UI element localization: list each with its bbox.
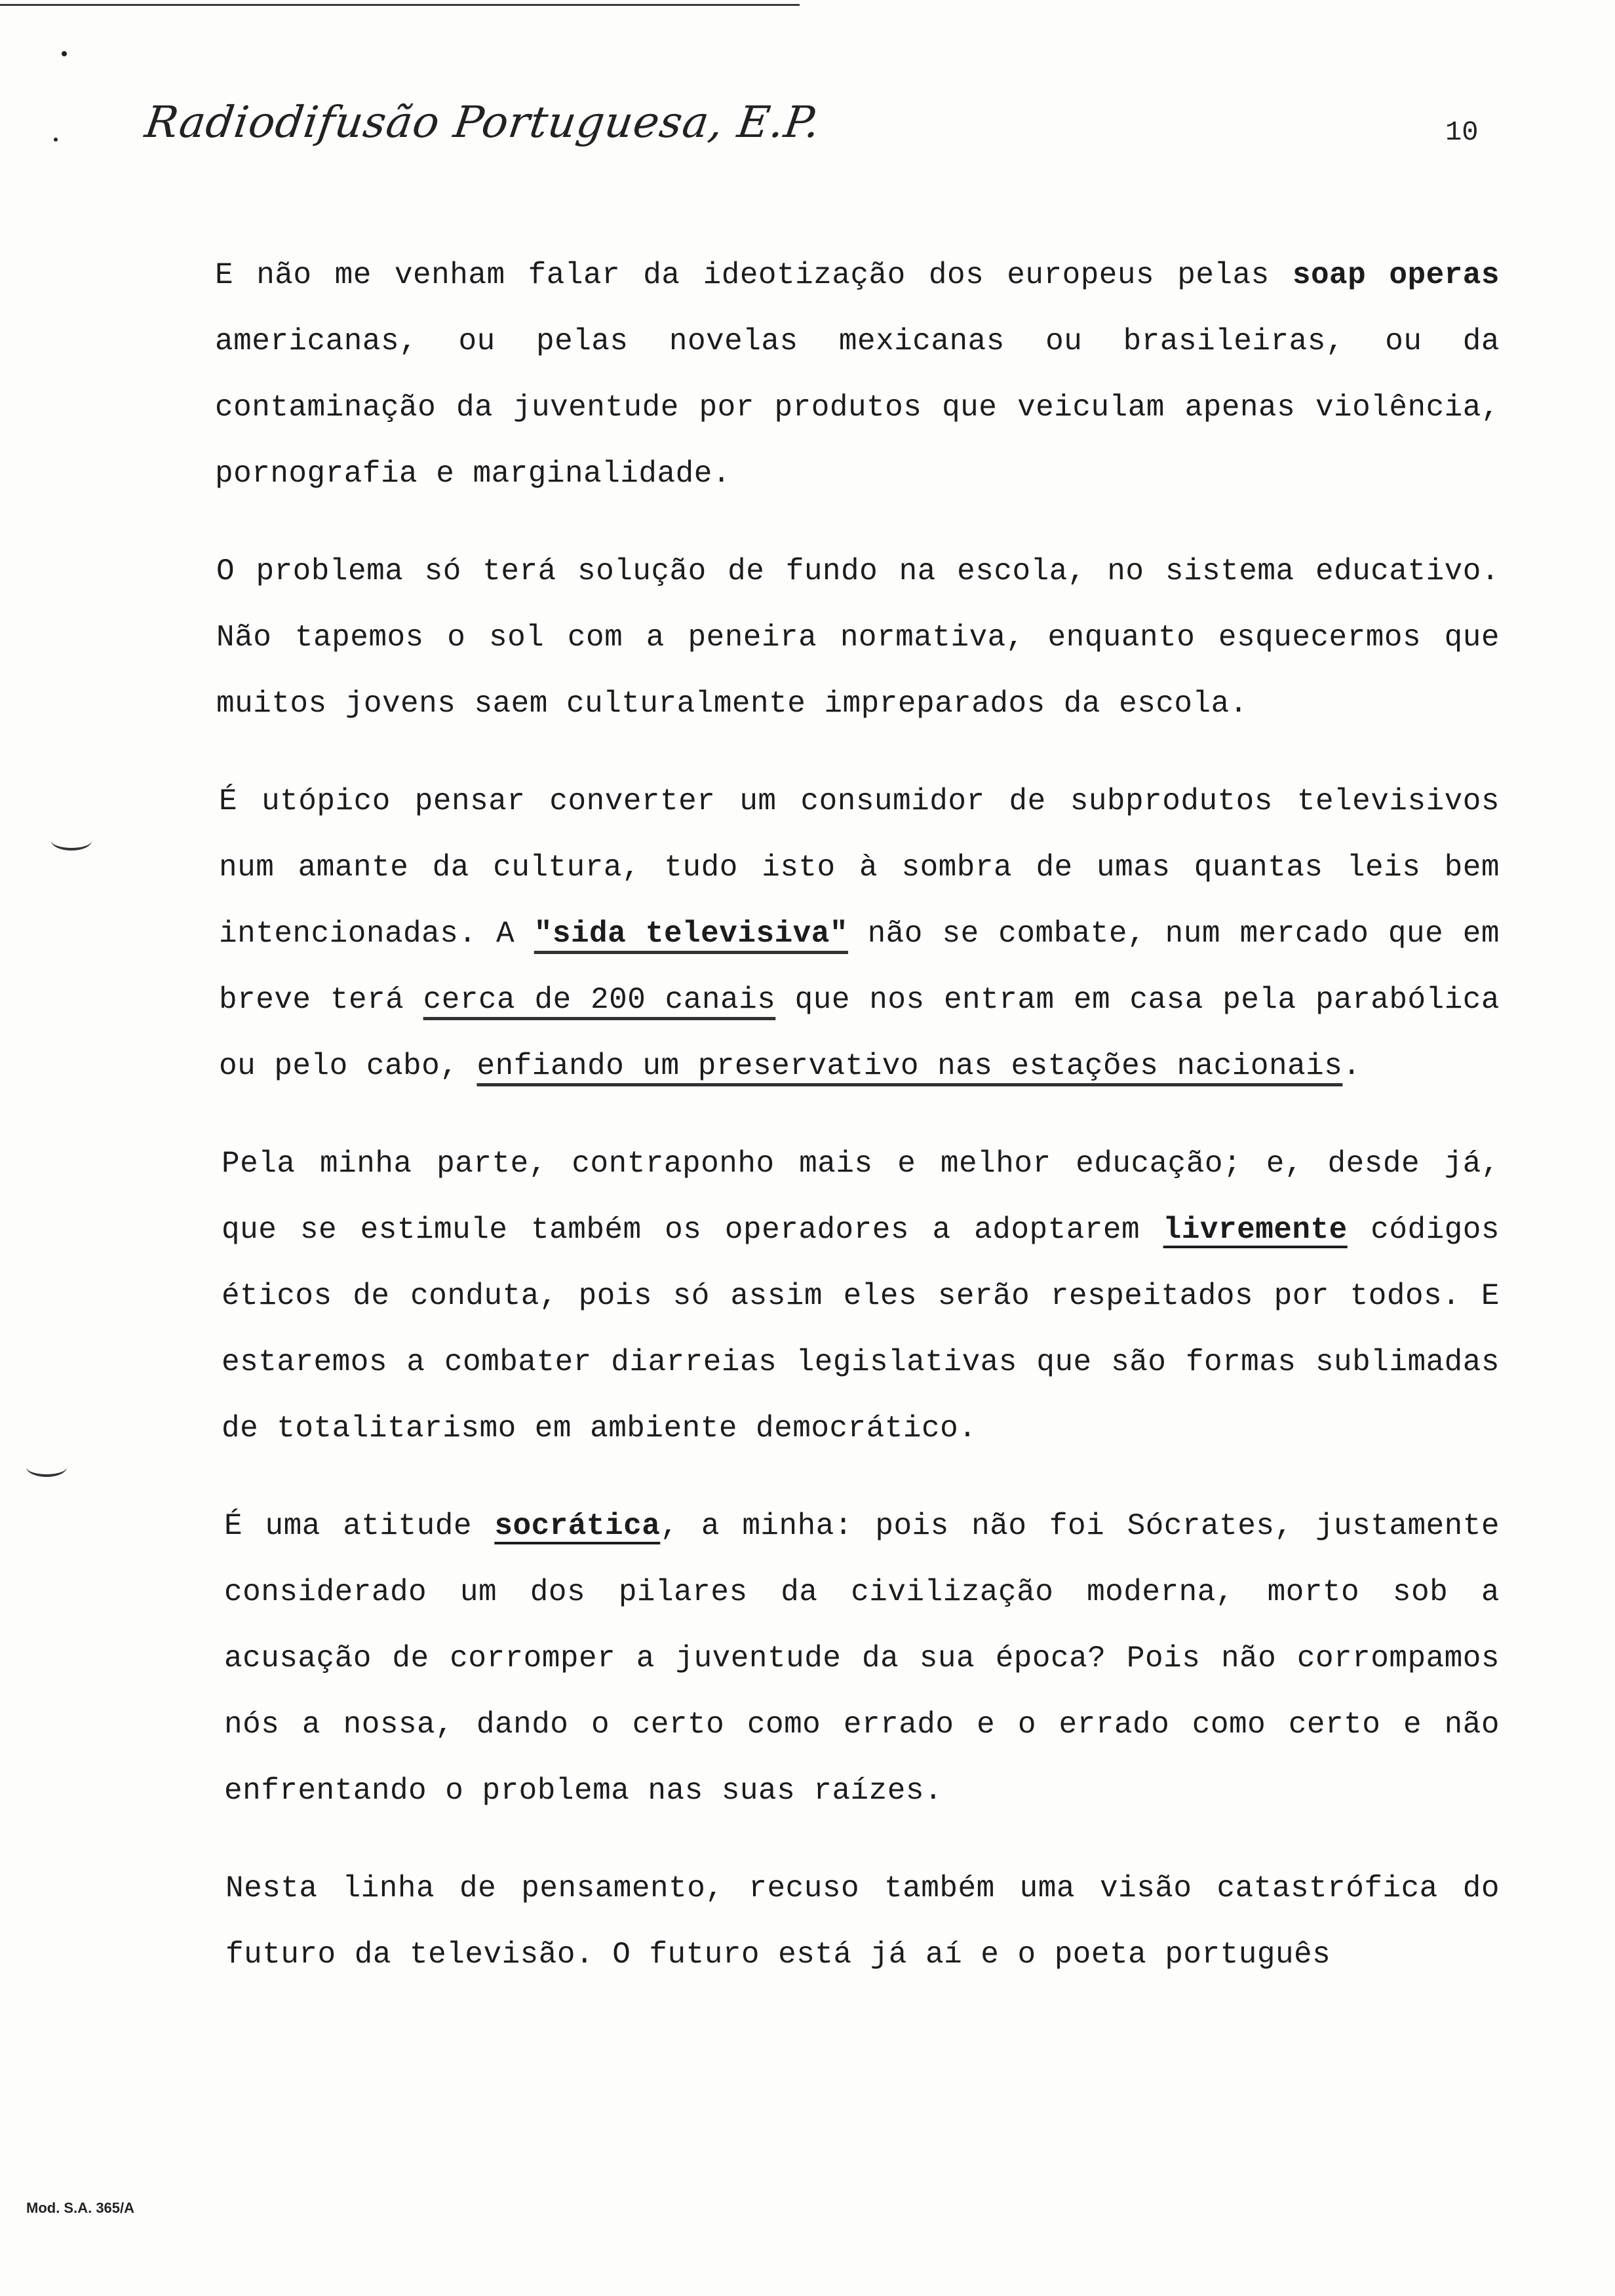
- margin-dot: [54, 138, 58, 142]
- underlined-bold-term: livremente: [1163, 1213, 1348, 1247]
- paragraph-4: Pela minha parte, contraponho mais e melhor educação; e, desde já, que se estimule também os operadores a adoptarem livremente códigos éticos de conduta, pois só assim eles serão respeitados por todos. E estaremos a combater diarreias legislativas que são formas sublimadas de totalitarismo em ambiente democrático.: [222, 1147, 1500, 1445]
- page-number: 10: [1445, 117, 1479, 148]
- margin-check-mark: [51, 831, 92, 851]
- underlined-bold-term: socrática: [494, 1509, 661, 1543]
- paragraph-6: Nesta linha de pensamento, recuso também uma visão catastrófica do futuro da televisão. O futuro está já aí e o poeta português: [225, 1871, 1500, 1972]
- form-code: Mod. S.A. 365/A: [26, 2200, 135, 2216]
- hand-underlined-phrase: enfiando um preservativo nas estações nacionais: [477, 1049, 1343, 1083]
- margin-check-mark: [26, 1457, 67, 1477]
- letterhead-logo: Radiodifusão Portuguesa, E.P.: [142, 97, 824, 147]
- margin-dot: [62, 51, 67, 56]
- hand-underlined-phrase: cerca de 200 canais: [423, 983, 776, 1017]
- letter-body: [215, 242, 1500, 2019]
- top-edge-rule: [0, 4, 800, 6]
- paragraph-5: É uma atitude socrática, a minha: pois não foi Sócrates, justamente considerado um dos pilares da civilização moderna, morto sob a acusação de corromper a juventude da sua época? Pois não corrompamos nós a nossa, dando o certo como errado e o errado como certo e não enfrentando o problema nas suas raízes.: [224, 1509, 1500, 1808]
- underlined-bold-phrase: "sida televisiva": [534, 917, 848, 951]
- paragraph-3: É utópico pensar converter um consumidor de subprodutos televisivos num amante da cultura, tudo isto à sombra de umas quantas leis bem intencionadas. A "sida televisiva" não se combate, num mercado que em breve terá cerca de 200 canais que nos entram em casa pela parabólica ou pelo cabo, enfiando um preservativo nas estações nacionais.: [219, 784, 1500, 1083]
- bold-term: soap operas: [1292, 258, 1500, 292]
- paragraph-2: O problema só terá solução de fundo na escola, no sistema educativo. Não tapemos o sol com a peneira normativa, enquanto esquecermos que muitos jovens saem culturalmente impreparados da escola.: [216, 554, 1500, 721]
- paragraph-1: E não me venham falar da ideotização dos europeus pelas soap operas americanas, ou pelas novelas mexicanas ou brasileiras, ou da contaminação da juventude por produtos que veiculam apenas violência, pornografia e marginalidade.: [215, 258, 1500, 491]
